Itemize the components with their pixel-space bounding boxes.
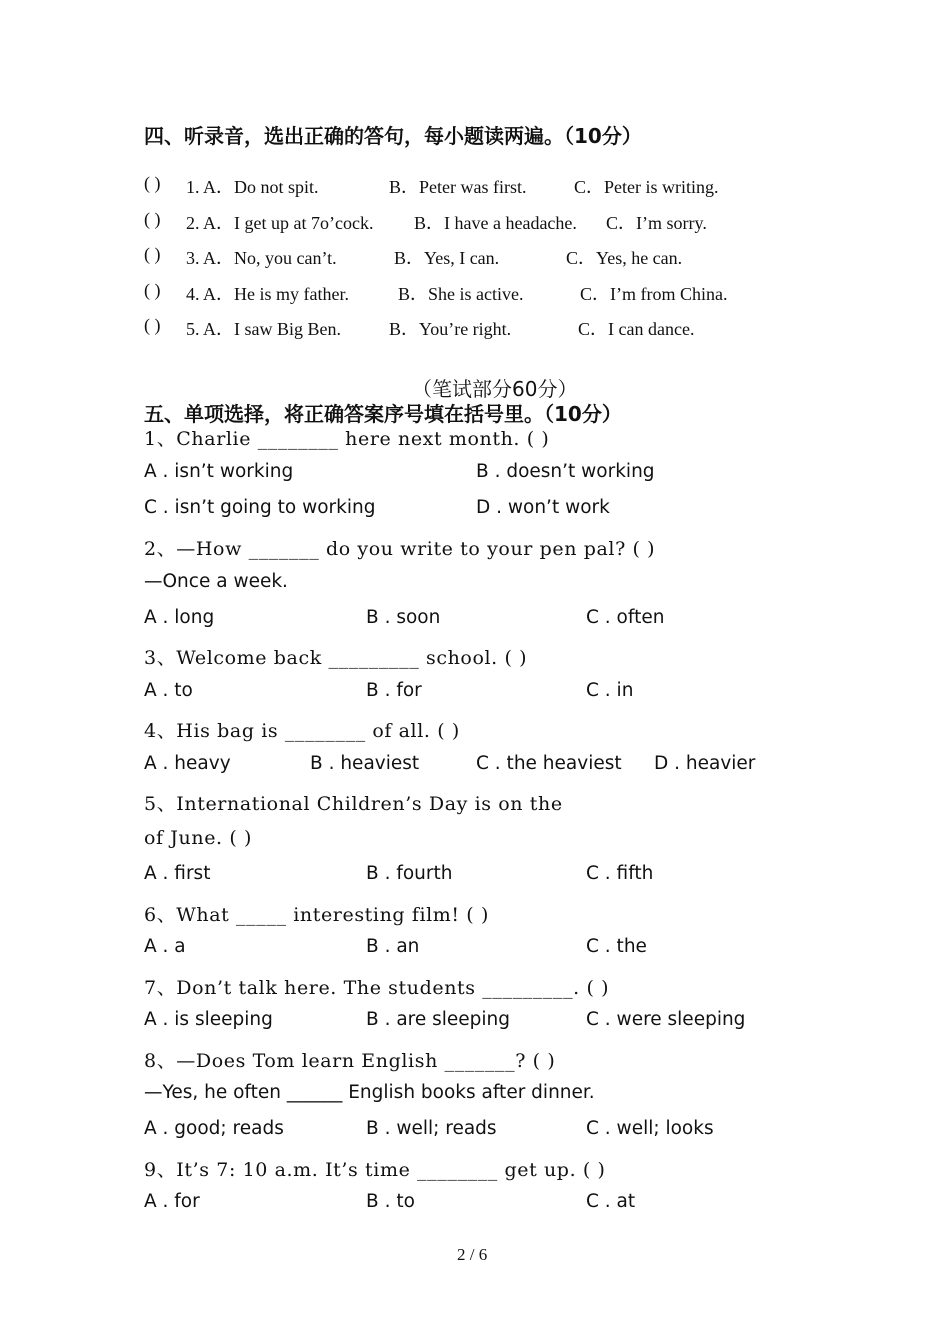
listening-q2-option-c: C．I’m sorry. (606, 213, 707, 233)
q2-dialogue-answer: —Once a week. (144, 571, 288, 592)
question-2: 2、—How _______ do you write to your pen pal? ( ) (144, 538, 656, 560)
q7-option-c[interactable]: C . were sleeping (586, 1009, 746, 1030)
q1-option-b[interactable]: B . doesn’t working (476, 461, 655, 482)
listening-q4-option-b: B．She is active. (398, 284, 524, 304)
question-1: 1、Charlie ________ here next month. ( ) (144, 428, 550, 450)
q8-option-c[interactable]: C . well; looks (586, 1118, 714, 1139)
question-9: 9、It’s 7: 10 a.m. It’s time ________ get up. ( ) (144, 1159, 606, 1181)
q5-option-a[interactable]: A . first (144, 863, 211, 884)
q5-option-b[interactable]: B . fourth (366, 863, 453, 884)
listening-q1-option-a: 1. A．Do not spit. (186, 177, 319, 197)
page-number: 2 / 6 (457, 1245, 488, 1264)
q8-option-a[interactable]: A . good; reads (144, 1118, 284, 1139)
listening-q1-option-c: C．Peter is writing. (574, 177, 719, 197)
section4-heading: 四、听录音，选出正确的答句，每小题读两遍。（10分） (144, 124, 642, 148)
q7-option-b[interactable]: B . are sleeping (366, 1009, 511, 1030)
listening-q2-option-a: 2. A．I get up at 7o’cock. (186, 213, 374, 233)
listening-q4-option-a: 4. A．He is my father. (186, 284, 349, 304)
question-8: 8、—Does Tom learn English _______? ( ) (144, 1050, 556, 1072)
q2-option-b[interactable]: B . soon (366, 607, 441, 628)
q3-option-a[interactable]: A . to (144, 680, 193, 701)
q9-option-a[interactable]: A . for (144, 1191, 200, 1212)
q1-option-c[interactable]: C . isn’t going to working (144, 497, 376, 518)
q4-option-a[interactable]: A . heavy (144, 753, 231, 774)
q6-option-c[interactable]: C . the (586, 936, 647, 957)
answer-bracket[interactable]: ( ) (144, 209, 161, 229)
q4-option-b[interactable]: B . heaviest (310, 753, 420, 774)
answer-bracket[interactable]: ( ) (144, 173, 161, 193)
listening-q3-option-b: B．Yes, I can. (394, 248, 500, 268)
listening-q3-option-a: 3. A．No, you can’t. (186, 248, 337, 268)
question-5-continued: of June. ( ) (144, 827, 252, 849)
q7-option-a[interactable]: A . is sleeping (144, 1009, 273, 1030)
listening-q2-option-b: B．I have a headache. (414, 213, 577, 233)
q8-dialogue-answer: —Yes, he often ______ English books after dinner. (144, 1082, 595, 1103)
listening-q1-option-b: B．Peter was first. (389, 177, 527, 197)
q2-option-a[interactable]: A . long (144, 607, 215, 628)
q1-option-d[interactable]: D . won’t work (476, 497, 610, 518)
q9-option-b[interactable]: B . to (366, 1191, 415, 1212)
question-3: 3、Welcome back _________ school. ( ) (144, 647, 528, 669)
answer-bracket[interactable]: ( ) (144, 280, 161, 300)
listening-q5-option-a: 5. A．I saw Big Ben. (186, 319, 341, 339)
question-4: 4、His bag is ________ of all. ( ) (144, 720, 460, 742)
listening-q3-option-c: C．Yes, he can. (566, 248, 683, 268)
q6-option-a[interactable]: A . a (144, 936, 186, 957)
q6-option-b[interactable]: B . an (366, 936, 420, 957)
listening-q4-option-c: C．I’m from China. (580, 284, 728, 304)
q4-option-c[interactable]: C . the heaviest (476, 753, 622, 774)
answer-bracket[interactable]: ( ) (144, 244, 161, 264)
answer-bracket[interactable]: ( ) (144, 315, 161, 335)
q3-option-c[interactable]: C . in (586, 680, 634, 701)
listening-q5-option-c: C．I can dance. (578, 319, 695, 339)
q5-option-c[interactable]: C . fifth (586, 863, 654, 884)
section5-heading: 五、单项选择，将正确答案序号填在括号里。（10分） (144, 402, 622, 426)
q9-option-c[interactable]: C . at (586, 1191, 636, 1212)
q2-option-c[interactable]: C . often (586, 607, 665, 628)
q4-option-d[interactable]: D . heavier (654, 753, 756, 774)
question-7: 7、Don’t talk here. The students _________. ( ) (144, 977, 610, 999)
q1-option-a[interactable]: A . isn’t working (144, 461, 294, 482)
q8-option-b[interactable]: B . well; reads (366, 1118, 497, 1139)
listening-q5-option-b: B．You’re right. (389, 319, 512, 339)
q3-option-b[interactable]: B . for (366, 680, 422, 701)
question-5: 5、International Children’s Day is on the (144, 793, 563, 815)
question-6: 6、What _____ interesting film! ( ) (144, 904, 489, 926)
written-part-title: （笔试部分60分） (412, 377, 578, 401)
